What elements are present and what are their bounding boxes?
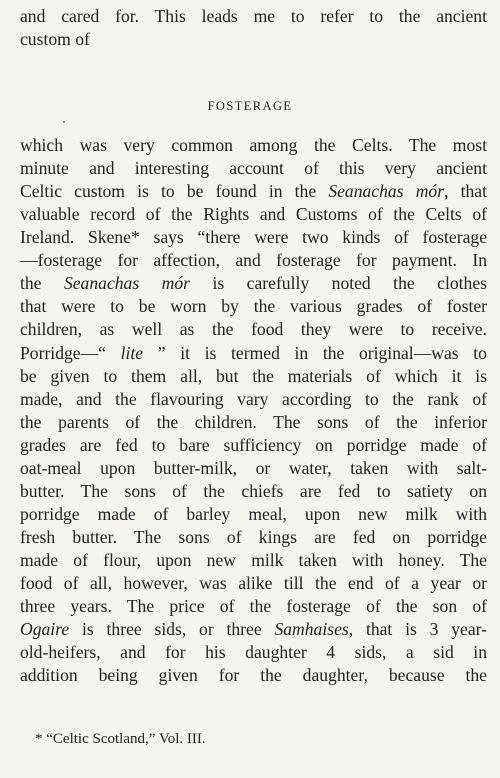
italic-text: lite [120,342,144,363]
text-line [20,457,487,479]
text-line [20,503,487,525]
text-run: that were to be worn by the various grades of foster [20,296,487,317]
text-line [20,226,487,248]
text-line-intro-1: and cared for. This leads me to refer to the ancient [20,6,487,26]
text-run: which was very common among the Celts. The most [20,135,487,155]
text-line [20,664,487,686]
text-run: grades are fed to bare sufficiency on porridge made of [20,434,487,455]
text-run: three years. The price of the fosterage of the son of [20,596,487,616]
ink-speck [63,121,65,123]
text-run: valuable record of the Rights and Customs of the Celts of [20,204,487,225]
text-run: ” it is termed in the original—was to [143,342,487,363]
text-line [20,318,487,340]
text-line [20,295,487,317]
text-run: fresh butter. The sons of kings are fed on porridge [20,526,487,547]
text-run: made, and the flavouring vary according to the rank of [20,388,487,409]
text-line [20,342,487,364]
text-run: —fosterage for affection, and fosterage for payment. In [20,250,487,271]
italic-text: Seanachas mór [328,181,445,202]
text-run: the parents of the children. The sons of the inferior [20,411,487,432]
text-line [20,641,487,663]
text-run: Ireland. Skene* says “there were two kinds of fosterage [20,227,487,248]
text-run: made of flour, upon new milk taken with honey. The [20,549,487,570]
text-run: Porridge—“ [20,342,121,363]
text-run: is carefully noted the clothes [190,273,487,294]
text-line [20,388,487,410]
text-run: children, as well as the food they were to receive. [20,319,487,340]
text-run: be given to them all, but the materials of which it is [20,365,487,386]
text-run: food of all, however, was alike till the end of a year or [20,573,487,593]
text-line [20,480,487,502]
text-run: , that is 3 year- [348,619,488,639]
text-line [20,618,487,640]
text-line [20,134,487,156]
text-line [20,365,487,387]
text-run: , that [444,181,487,202]
text-line [20,157,487,179]
text-run: Celtic custom is to be found in the [20,181,329,202]
text-run: addition being given for the daughter, because the [20,665,487,686]
text-line-intro-2: custom of [20,29,90,49]
text-run: butter. The sons of the chiefs are fed to satiety on [20,480,487,501]
footnote: * “Celtic Scotland,” Vol. III. [35,731,206,747]
text-run: minute and interesting account of this very ancient [20,158,487,179]
text-line [20,411,487,433]
text-run: oat-meal upon butter-milk, or water, taken with salt- [20,457,487,478]
italic-text: Samhaises [274,619,349,639]
text-line [20,549,487,571]
italic-text: Ogaire [20,619,70,639]
text-line [20,526,487,548]
text-line [20,572,487,594]
section-heading: FOSTERAGE [207,99,293,113]
text-line [20,434,487,456]
text-run: old-heifers, and for his daughter 4 sids, a sid in [20,642,487,663]
text-line [20,203,487,225]
text-line [20,249,487,271]
text-line [20,180,487,202]
text-run: is three sids, or three [69,619,275,639]
italic-text: Seanachas mór [63,273,191,294]
text-line [20,272,487,294]
text-run: the [20,273,64,294]
text-line [20,595,487,617]
text-run: porridge made of barley meal, upon new milk with [20,503,487,524]
